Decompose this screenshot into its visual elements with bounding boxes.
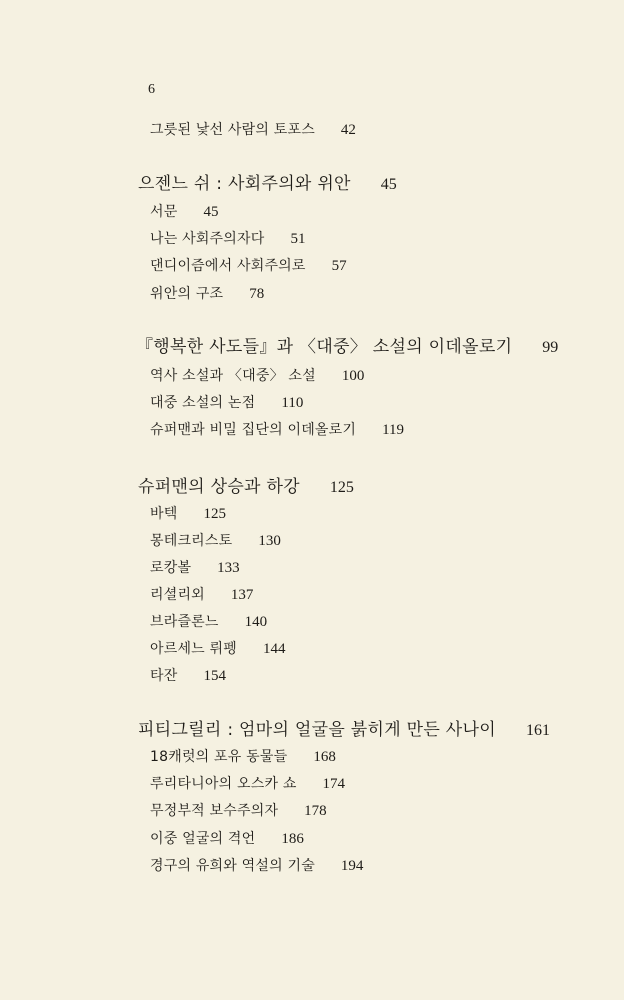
toc-entry-title: 바텍 xyxy=(150,506,178,522)
toc-entry-title: 슈퍼맨과 비밀 집단의 이데올로기 xyxy=(150,422,357,438)
toc-section xyxy=(150,638,286,660)
toc-entry-page: 125 xyxy=(203,506,226,522)
toc-section xyxy=(150,611,267,633)
toc-entry-page: 140 xyxy=(244,614,268,630)
toc-entry-title: 무정부적 보수주의자 xyxy=(150,803,279,819)
toc-section xyxy=(150,773,345,795)
toc-entry-page: 99 xyxy=(542,339,559,356)
toc-entry-page: 100 xyxy=(341,368,365,384)
toc-entry-page: 133 xyxy=(217,560,240,576)
toc-section xyxy=(150,665,226,687)
toc-section xyxy=(150,557,240,579)
toc-entry-page: 137 xyxy=(230,587,254,603)
toc-entry-title: 역사 소설과 〈대중〉 소설 xyxy=(150,368,316,384)
toc-chapter-heading xyxy=(138,719,550,742)
toc-entry-title: 서문 xyxy=(150,204,178,220)
toc-entry-title: 리셜리외 xyxy=(150,587,205,603)
toc-entry-page: 130 xyxy=(258,533,281,549)
toc-entry-title: 그릇된 낯선 사람의 토포스 xyxy=(150,122,315,138)
toc-entry-title: 경구의 유희와 역설의 기술 xyxy=(150,858,315,874)
toc-entry-page: 110 xyxy=(281,395,304,411)
toc-chapter-heading xyxy=(138,476,354,499)
toc-entry-title: 로캉볼 xyxy=(150,560,192,576)
toc-section xyxy=(150,419,404,441)
toc-section xyxy=(150,828,304,850)
toc-entry-page: 174 xyxy=(322,776,346,792)
toc-section xyxy=(150,503,226,525)
toc-entry-page: 178 xyxy=(304,803,327,819)
toc-entry-page: 194 xyxy=(340,858,364,874)
toc-entry-title: 댄디이즘에서 사회주의로 xyxy=(150,258,306,274)
toc-entry-page: 161 xyxy=(525,722,550,739)
toc-entry-page: 57 xyxy=(331,258,347,274)
toc-entry-page: 144 xyxy=(263,641,286,657)
toc-entry-page: 168 xyxy=(313,749,336,765)
toc-entry-title: 으젠느 쉬 : 사회주의와 위안 xyxy=(138,174,351,194)
toc-section xyxy=(150,255,347,277)
toc-entry-title: 몽테크리스토 xyxy=(150,533,233,549)
toc-section xyxy=(150,530,281,552)
toc-section xyxy=(150,392,303,414)
toc-chapter-heading xyxy=(136,336,558,359)
toc-entry-title: 『행복한 사도들』과 〈대중〉 소설의 이데올로기 xyxy=(136,337,513,357)
toc-entry-title: 루리타니아의 오스카 쇼 xyxy=(150,776,297,792)
toc-entry-title: 브라즐론느 xyxy=(150,614,219,630)
toc-entry-page: 42 xyxy=(340,122,356,138)
toc-entry-title: 대중 소설의 논점 xyxy=(150,395,256,411)
toc-entry-title: 타잔 xyxy=(150,668,178,684)
toc-section xyxy=(150,201,218,223)
page-number: 6 xyxy=(148,82,155,97)
toc-chapter-heading xyxy=(138,173,397,196)
toc-section-end xyxy=(150,119,356,141)
toc-entry-page: 125 xyxy=(329,479,354,496)
toc-section xyxy=(150,855,363,877)
toc-section xyxy=(150,365,364,387)
toc-entry-page: 45 xyxy=(380,176,397,193)
toc-entry-title: 아르세느 뤼펭 xyxy=(150,641,237,657)
toc-entry-page: 186 xyxy=(281,831,304,847)
toc-entry-title: 위안의 구조 xyxy=(150,286,224,302)
toc-section xyxy=(150,584,253,606)
toc-entry-title: 슈퍼맨의 상승과 하강 xyxy=(138,477,300,497)
toc-section xyxy=(150,283,264,305)
toc-entry-page: 154 xyxy=(203,668,226,684)
toc-entry-page: 119 xyxy=(382,422,405,438)
toc-entry-title: 이중 얼굴의 격언 xyxy=(150,831,256,847)
toc-entry-page: 45 xyxy=(203,204,219,220)
toc-section xyxy=(150,228,305,250)
toc-section xyxy=(150,746,336,768)
toc-entry-title: 피티그릴리 : 엄마의 얼굴을 붉히게 만든 사나이 xyxy=(138,720,496,740)
toc-entry-title: 나는 사회주의자다 xyxy=(150,231,265,247)
toc-entry-page: 78 xyxy=(249,286,265,302)
toc-section xyxy=(150,800,327,822)
toc-entry-title: 18캐럿의 포유 동물들 xyxy=(150,749,288,765)
toc-entry-page: 51 xyxy=(290,231,306,247)
